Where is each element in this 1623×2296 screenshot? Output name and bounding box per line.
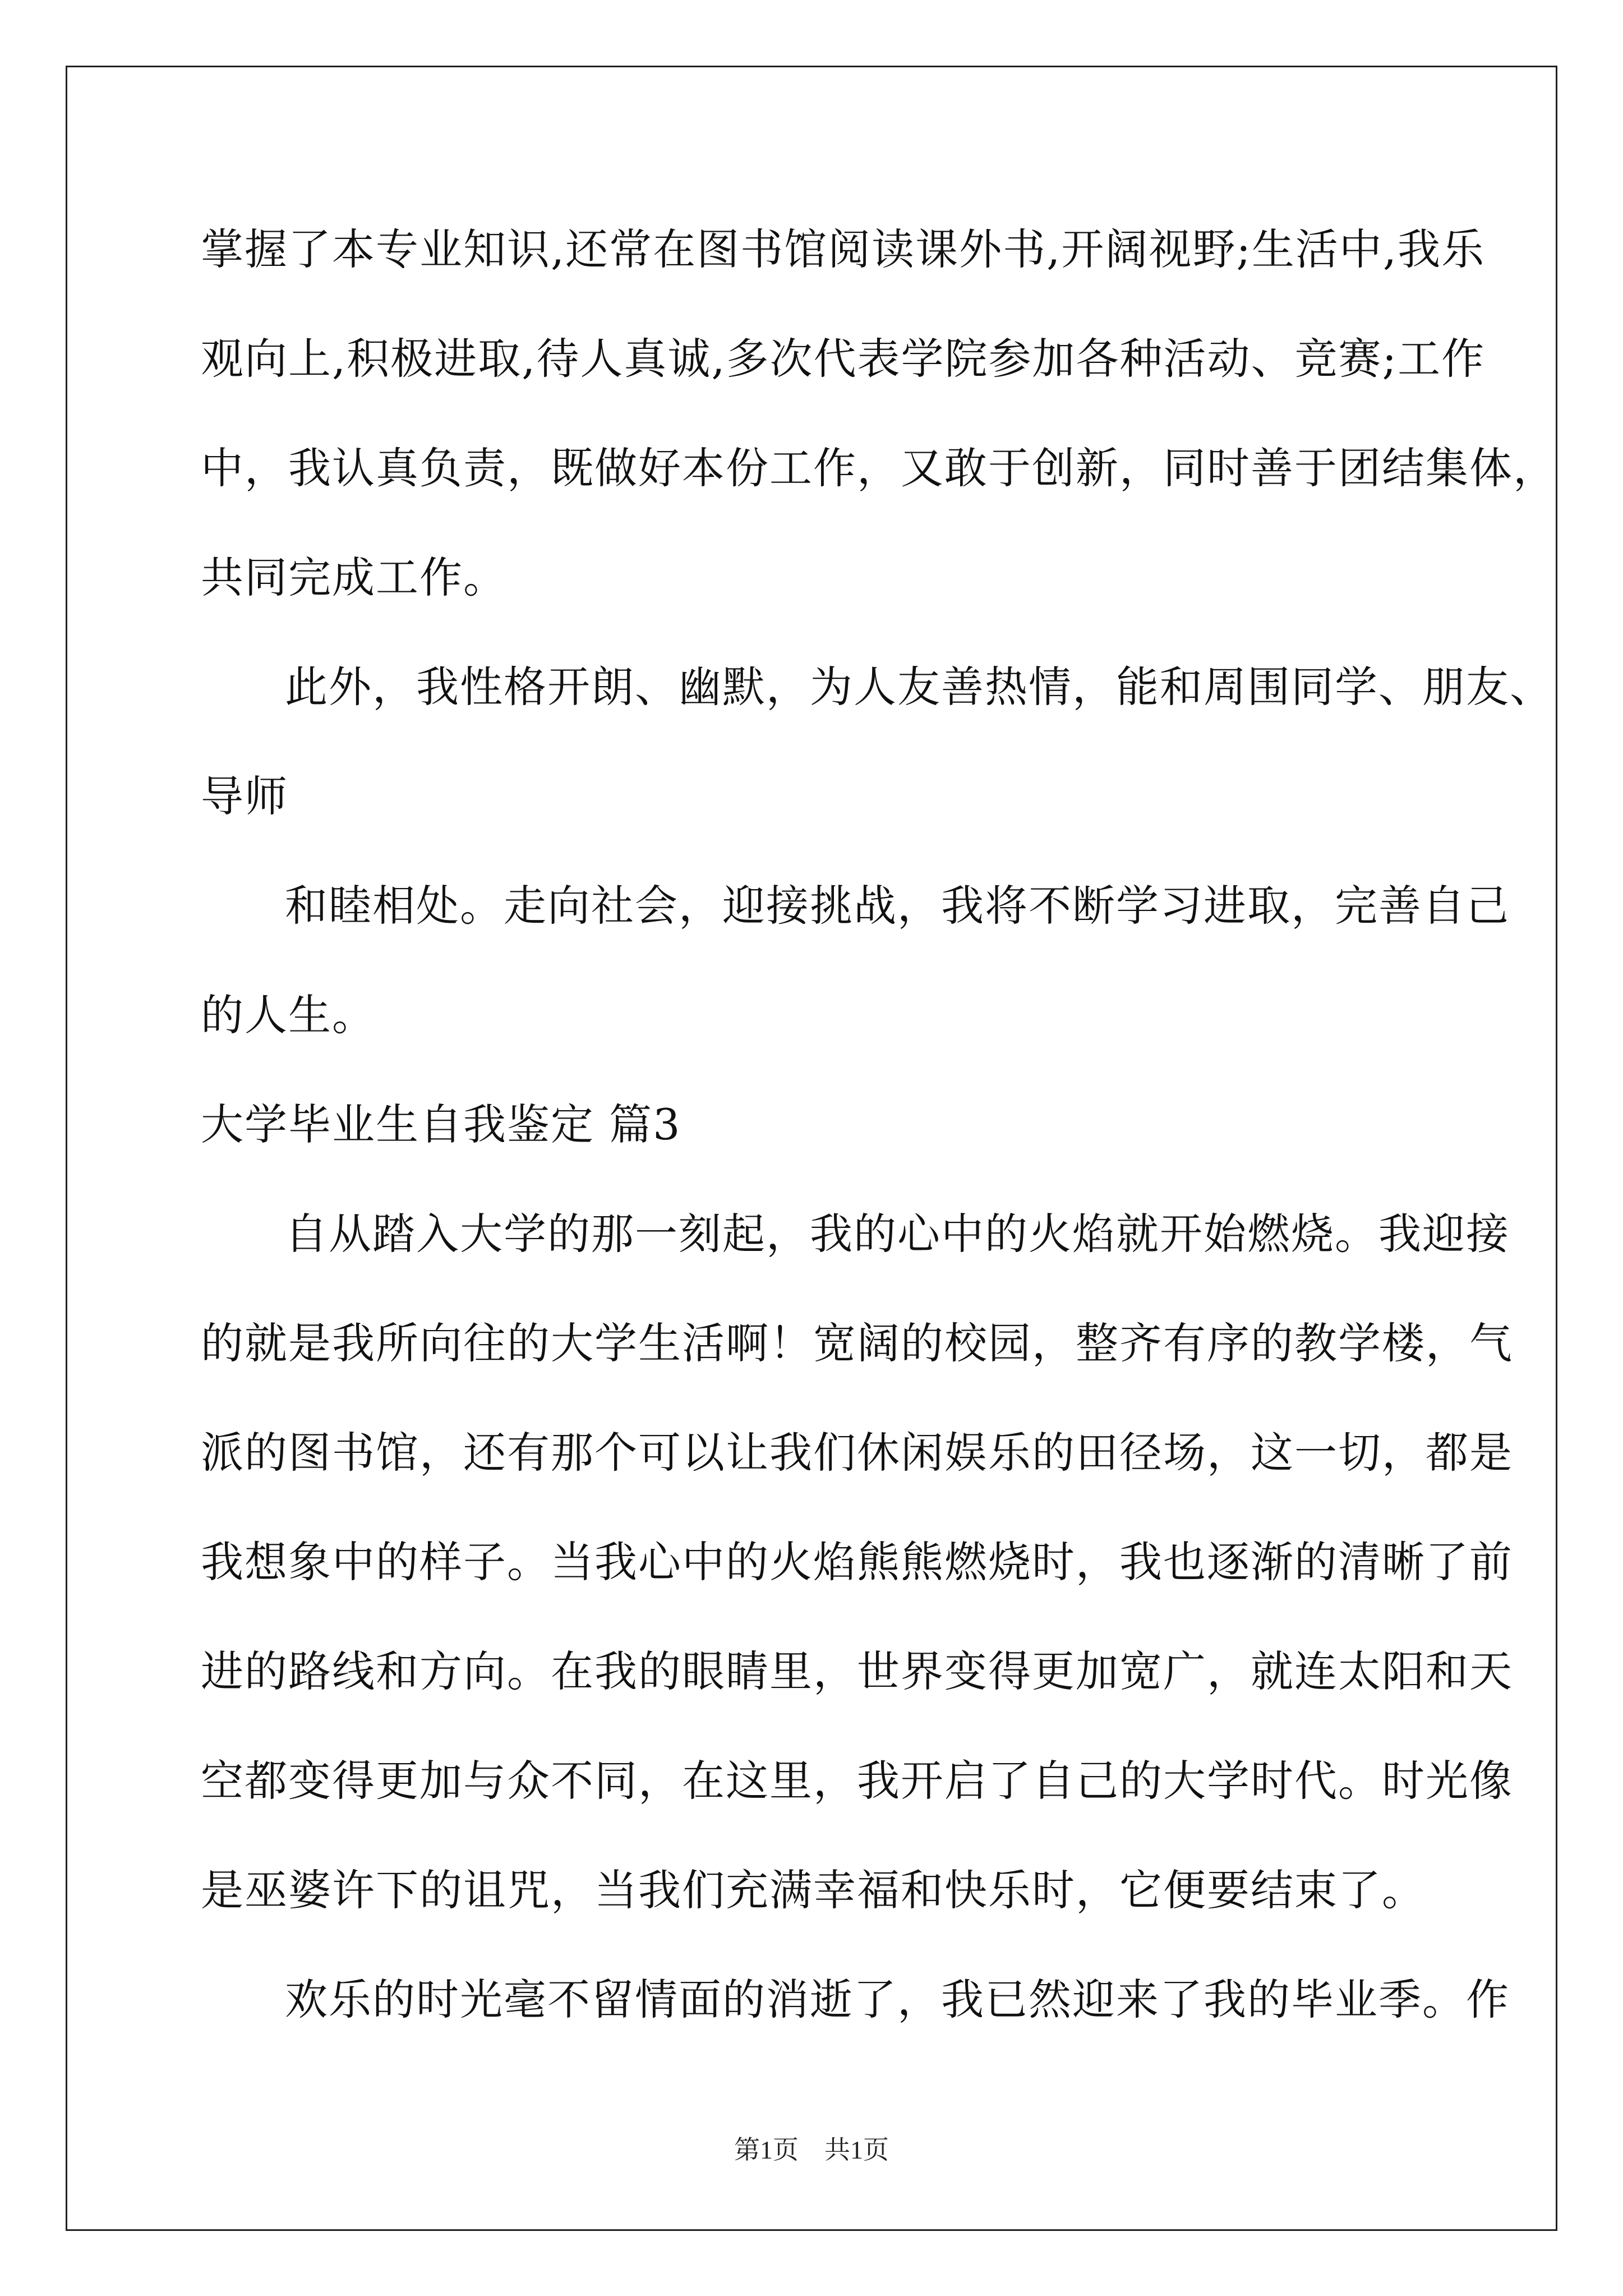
paragraph-start-line: 和睦相处。走向社会，迎接挑战，我将不断学习进取，完善自己: [285, 881, 1510, 931]
text-line: 共同完成工作。: [201, 553, 507, 602]
text-line: 的人生。: [201, 990, 376, 1040]
text-line: 观向上,积极进取,待人真诚,多次代表学院参加各种活动、竞赛;工作: [201, 334, 1486, 384]
text-line: 的就是我所向往的大学生活啊！宽阔的校园，整齐有序的教学楼，气: [201, 1318, 1513, 1368]
text-line: 中，我认真负责，既做好本份工作，又敢于创新，同时善于团结集体，: [201, 443, 1557, 493]
text-line: 导师: [201, 771, 288, 821]
paragraph-start-line: 欢乐的时光毫不留情面的消逝了，我已然迎来了我的毕业季。作: [285, 1975, 1510, 2024]
text-line: 派的图书馆，还有那个可以让我们休闲娱乐的田径场，这一切，都是: [201, 1428, 1513, 1478]
text-line: 是巫婆许下的诅咒，当我们充满幸福和快乐时，它便要结束了。: [201, 1865, 1426, 1915]
section-heading: 大学毕业生自我鉴定 篇3: [201, 1099, 681, 1149]
text-line: 掌握了本专业知识,还常在图书馆阅读课外书,开阔视野;生活中,我乐: [201, 224, 1486, 274]
paragraph-start-line: 自从踏入大学的那一刻起，我的心中的火焰就开始燃烧。我迎接: [285, 1209, 1510, 1259]
text-line: 进的路线和方向。在我的眼睛里，世界变得更加宽广，就连太阳和天: [201, 1646, 1513, 1696]
text-line: 空都变得更加与众不同，在这里，我开启了自己的大学时代。时光像: [201, 1756, 1513, 1806]
page-footer: 第1页 共1页: [734, 2136, 889, 2164]
text-line: 我想象中的样子。当我心中的火焰熊熊燃烧时，我也逐渐的清晰了前: [201, 1537, 1513, 1587]
paragraph-start-line: 此外，我性格开朗、幽默，为人友善热情，能和周围同学、朋友、: [285, 662, 1553, 712]
